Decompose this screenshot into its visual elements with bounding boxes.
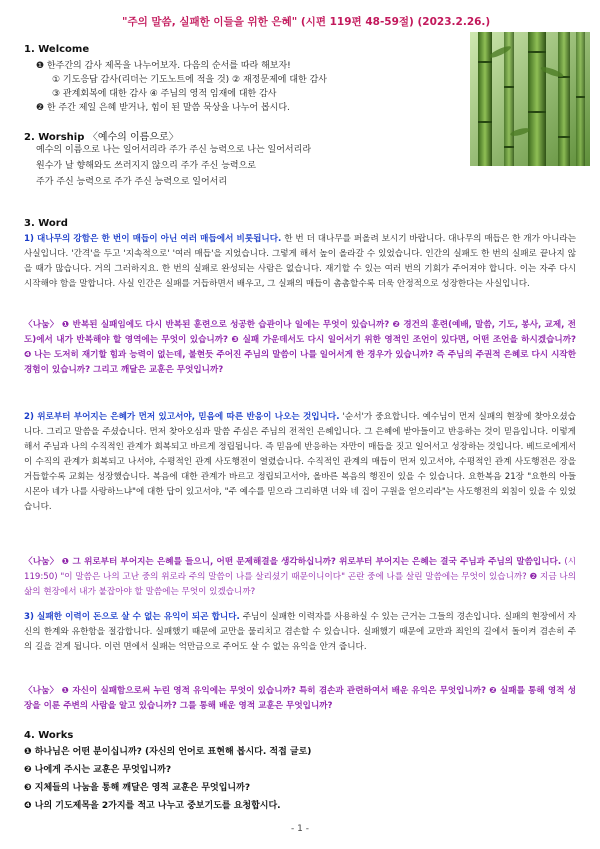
worship-line-2: 원수가 날 향해와도 쓰러지지 않으리 주가 주신 능력으로 [36,161,256,171]
word-point-3-heading: 3) 실패한 이력이 돈으로 살 수 없는 유익이 되곤 합니다. [24,612,240,622]
sharing-2 [24,555,576,600]
word-point-1-heading: 1) 대나무의 강함은 한 번이 매듭이 아닌 여러 매듭에서 비롯됩니다. [24,234,282,244]
works-item-2: ❷ 나에게 주시는 교훈은 무엇입니까? [24,765,172,775]
word-point-2 [24,410,576,515]
word-point-1-body: 한 번 더 대나무를 퍼올려 보시기 바랍니다. 대나무의 매듭은 한 개가 아니라는 사실입니다. '간격'을 두고 '지속적으로' '여러 매듭'을 지었습니다. 그렇게 해서 높이 올라갈 수 있었습니다. 인간의 실패도 한 번의 실패로 끝나지 않을 때가 많습니다. 거의 그러하지요. 한 번의 실패로 완성되는 사람은 없습니다. 재기할 수 있는 여러 번의 기회가 주어져야 합니다. 이는 자주 다시 시작해야 함을 말합니다. 사실 인간은 실패를 거듭하면서 배우고, 그 실패의 매듭이 촘촘할수록 더욱 안정적으로 성장한다는 사실입니다. [24,234,576,289]
welcome-line-4: ❷ 한 주간 제일 은혜 받거나, 힘이 된 말씀 묵상을 나누어 봅시다. [36,103,290,113]
title-reference: (시편 119편 48-59절) (2023.2.26.) [300,16,491,28]
welcome-heading: 1. Welcome [24,44,90,55]
works-item-3: ❸ 지체들의 나눔을 통해 깨달은 영적 교훈은 무엇입니까? [24,783,251,793]
word-point-2-heading: 2) 위로부터 부어지는 은혜가 먼저 있고서야, 믿음에 따른 반응이 나오는 것입니다. [24,412,340,422]
sharing-2-a: 〈나눔〉 ❶ 그 위로부터 부어지는 은혜를 들으니, 어떤 문제해결을 생각하십니까? 위로부터 부어지는 은혜는 결국 주님과 주님의 말씀입니다. [24,557,562,567]
title-main: "주의 말씀, 실패한 이들을 위한 은혜" [122,16,298,28]
worship-line-1: 예수의 이름으로 나는 일어서리라 주가 주신 능력으로 나는 일어서리라 [36,145,312,155]
page-number: - 1 - [291,824,309,834]
welcome-line-3: ③ 관계회복에 대한 감사 ④ 주님의 영적 임재에 대한 감사 [52,89,277,99]
worship-song-title: 〈예수의 이름으로〉 [87,132,179,143]
works-item-1: ❶ 하나님은 어떤 분이십니까? (자신의 언어로 표현해 봅시다. 적접 글로) [24,747,312,757]
word-point-2-body: '순서'가 중요합니다. 예수님이 먼저 실패의 현장에 찾아오셨습니다. 그리고 말씀을 주셨습니다. 먼저 찾아오심과 말씀 주심은 주님의 전적인 은혜입니다. 그 은혜에 받아들이고 반응하는 것이 믿음입니다. 이렇게 해서 주님과 나의 수직적인 관계가 회복되고 바르게 정립됩니다. 즉 믿음에 반응하는 자만이 매듭을 짓고 일어서고 성장하는 것입니다. 베드로에게서 이 수직의 관계가 회복되고 나서야, 수평적인 관계 사도행전이 열렸습니다. 수직적인 관계의 매듭이 먼저 있고서야, 수평적인 관계 사도행전은 장을 거듭할수록 교회는 성장했습니다. 복음에 대한 관계가 바르고 정립되고서야, 올바른 복음의 행진이 있을 수 있습니다. 요한복음 21장 "요한의 아들 시몬아 네가 나를 사랑하느냐"에 대한 답이 있고서야, "주 예수를 믿으라 그리하면 너와 네 집이 구원을 얻으리라"는 사도행전의 외침이 있을 수 있었습니다. [24,412,576,512]
word-point-3 [24,610,576,655]
sharing-2-b: (시 119:50) "이 말씀은 나의 고난 중의 위로라 주의 말씀이 나를 살리셨기 때문이니이다" 곤란 중에 나를 살린 말씀에는 무엇이 있습니까? ❷ 지금 나의 삶의 현장에서 내가 붙잡아야 할 말씀에는 무엇이 있겠습니까? [24,557,576,597]
works-heading: 4. Works [24,730,74,741]
word-point-3-body: 주님이 실패한 이력자를 사용하실 수 있는 근거는 그들의 경손입니다. 실패의 현장에서 자신의 한계와 유한함을 절감합니다. 실패했기 때문에 교만을 물리치고 겸손할 수 있습니다. 실패했기 때문에 교만과 죄인의 길에서 돌이켜 겸손히 주의 길을 걷게 됩니다. 이런 면에서 실패는 억만금으로 주어도 살 수 없는 유익을 안겨 줍니다. [24,612,577,652]
worship-heading [24,128,179,143]
welcome-line-1: ❶ 한주간의 감사 제목을 나누어보자. 다음의 순서를 따라 해보자! [36,61,291,71]
welcome-line-2: ① 기도응답 감사(리더는 기도노트에 적을 것) ② 재정문제에 대한 감사 [52,75,327,85]
word-point-1 [24,232,576,292]
bamboo-photo [470,32,590,166]
sharing-1: 〈나눔〉 ❶ 반복된 실패임에도 다시 반복된 훈련으로 성공한 습관이나 일에는 무엇이 있습니까? ❷ 경건의 훈련(예배, 말씀, 기도, 봉사, 교제, 전도)에서 내가 반복해야 할 영역에는 무엇이 있습니까? ❸ 실패 가운데서도 다시 일어서기 위한 영적인 조언이 있다면, 어떤 조언을 하시겠습니까? ❹ 나는 도저히 재기할 힘과 능력이 없는데, 불현듯 주어진 주님의 말씀이 나를 일어서게 한 경우가 있습니까? 즉 주님의 주권적 은혜로 다시 시작한 경험이 있습니까? 그리고 깨달은 교훈은 무엇입니까? [24,320,576,375]
works-item-4: ❹ 나의 기도제목을 2가지를 적고 나누고 중보기도를 요청합시다. [24,801,281,811]
worship-line-3: 주가 주신 능력으로 주가 주신 능력으로 일어서리 [36,177,228,187]
word-heading: 3. Word [24,218,68,229]
worship-heading-text: 2. Worship [24,132,85,143]
document-title [122,14,532,29]
sharing-3: 〈나눔〉 ❶ 자신이 실패함으로써 누린 영적 유익에는 무엇이 있습니까? 특히 겸손과 관련하여서 배운 유익은 무엇입니까? ❷ 실패를 통해 영적 성장을 이룬 주변의 사람을 알고 있습니까? 그를 통해 배운 영적 교훈은 무엇입니까? [24,686,576,711]
